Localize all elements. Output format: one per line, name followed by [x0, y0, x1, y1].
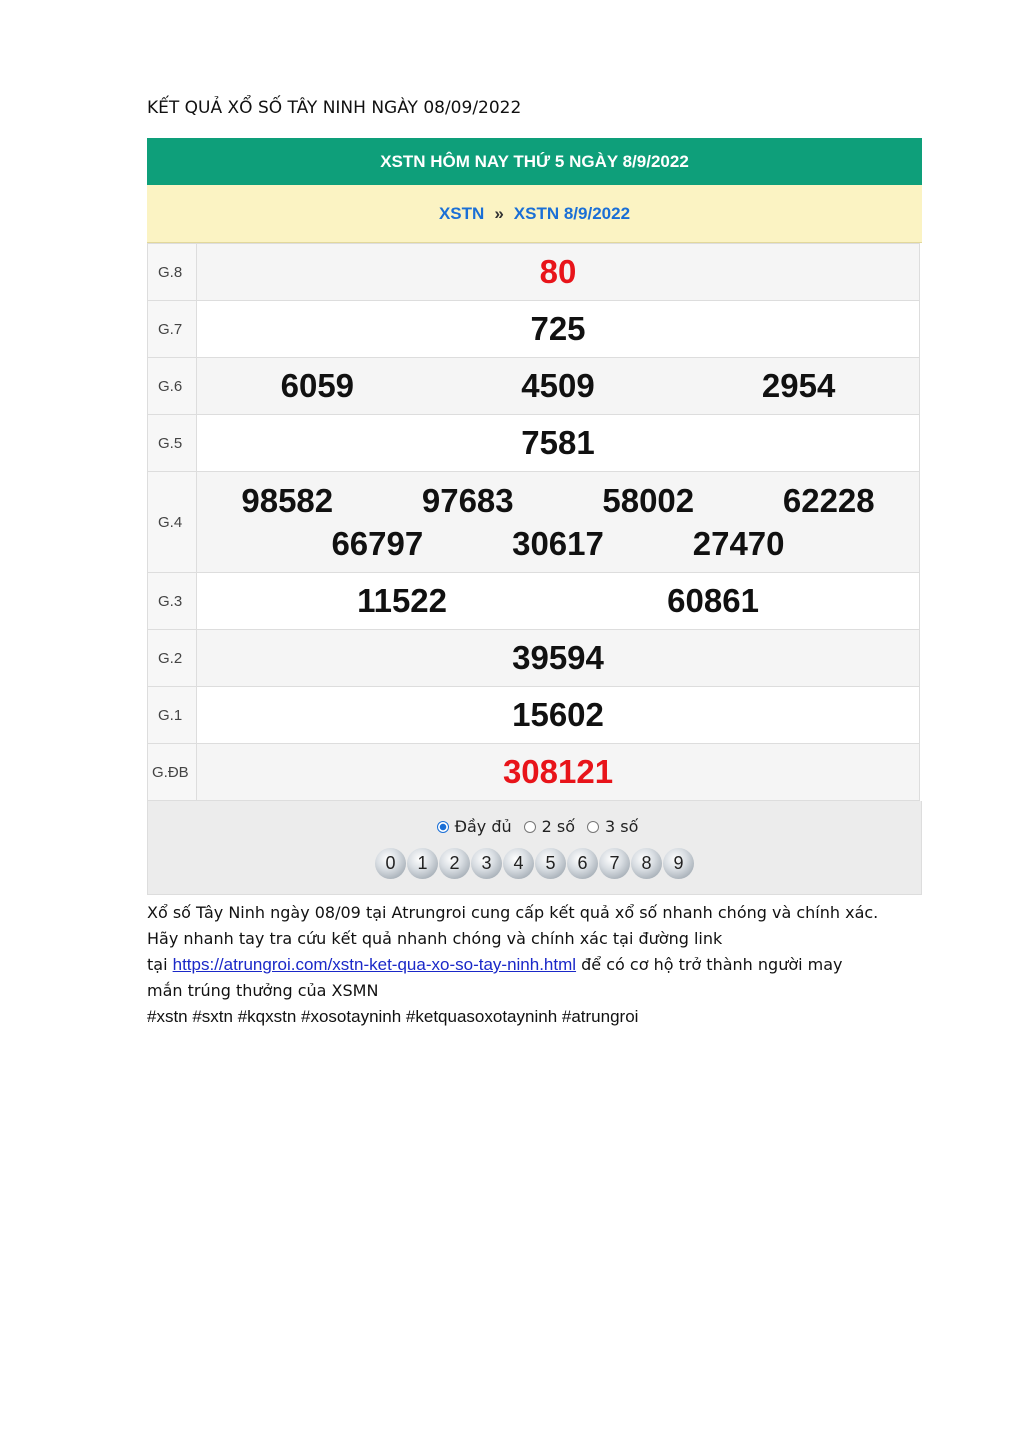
prize-table [147, 243, 920, 801]
prize-row-gdb [148, 744, 920, 801]
lottery-result-box [147, 138, 922, 895]
description-line-2: Hãy nhanh tay tra cứu kết quả nhanh chóng và chính xác tại đường link [147, 929, 723, 948]
digit-ball-4[interactable]: 4 [503, 848, 534, 879]
digit-ball-6[interactable]: 6 [567, 848, 598, 879]
prize-row-g7 [148, 301, 920, 358]
prize-label: G.4 [148, 472, 197, 573]
digit-ball-5[interactable]: 5 [535, 848, 566, 879]
radio-full[interactable] [437, 821, 449, 833]
prize-number: 66797 [331, 524, 424, 562]
digit-ball-3[interactable]: 3 [471, 848, 502, 879]
prize-number: 2954 [761, 367, 836, 404]
digit-mode-radios [431, 817, 639, 836]
result-header: XSTN HÔM NAY THỨ 5 NGÀY 8/9/2022 [147, 138, 922, 185]
digit-ball-1[interactable]: 1 [407, 848, 438, 879]
digit-ball-8[interactable]: 8 [631, 848, 662, 879]
digit-ball-7[interactable]: 7 [599, 848, 630, 879]
digit-ball-0[interactable]: 0 [375, 848, 406, 879]
prize-number: 30617 [512, 524, 604, 562]
prize-number: 4509 [521, 367, 595, 404]
radio-three-label[interactable]: 3 số [605, 817, 639, 836]
pre-link-text: tại [147, 955, 173, 974]
prize-row-g6 [148, 358, 920, 415]
prize-number: 7581 [521, 424, 595, 461]
post-link-text: để có cơ hộ trở thành người may [576, 955, 843, 974]
display-options-panel [147, 801, 922, 895]
result-page-link[interactable]: https://atrungroi.com/xstn-ket-qua-xo-so-tay-ninh.html [172, 955, 577, 974]
prize-label: G.2 [148, 630, 197, 687]
description-paragraph [147, 900, 907, 1030]
prize-label: G.6 [148, 358, 197, 415]
prize-number: 11522 [357, 582, 448, 619]
prize-label: G.7 [148, 301, 197, 358]
prize-number: 60861 [667, 582, 759, 619]
radio-three-digits[interactable] [587, 821, 599, 833]
prize-row-g8 [148, 244, 920, 301]
digit-ball-2[interactable]: 2 [439, 848, 470, 879]
prize-label: G.5 [148, 415, 197, 472]
breadcrumb-date-link[interactable]: XSTN 8/9/2022 [513, 203, 631, 223]
prize-number: 725 [530, 310, 586, 347]
document-title: KẾT QUẢ XỔ SỐ TÂY NINH NGÀY 08/09/2022 [147, 98, 522, 118]
prize-row-g2 [148, 630, 920, 687]
hashtags: #xstn #sxtn #kqxstn #xosotayninh #ketquasoxotayninh #atrungroi [147, 1007, 639, 1026]
breadcrumb-separator: » [494, 203, 504, 223]
digit-filter-balls [375, 848, 694, 879]
digit-ball-9[interactable]: 9 [663, 848, 694, 879]
prize-number: 62228 [782, 481, 875, 519]
description-line-3 [147, 952, 907, 978]
prize-number: 6059 [280, 367, 355, 404]
prize-label: G.8 [148, 244, 197, 301]
breadcrumb-xstn-link[interactable]: XSTN [438, 203, 485, 223]
prize-number: 80 [539, 253, 577, 290]
prize-number: 27470 [692, 524, 785, 562]
prize-number: 58002 [602, 481, 695, 519]
prize-number: 15602 [512, 696, 604, 733]
prize-row-g4 [148, 472, 920, 573]
prize-row-g5 [148, 415, 920, 472]
prize-row-g3 [148, 573, 920, 630]
prize-number: 39594 [512, 639, 604, 676]
breadcrumb [147, 185, 922, 243]
description-line-1: Xổ số Tây Ninh ngày 08/09 tại Atrungroi cung cấp kết quả xổ số nhanh chóng và chính xác. [147, 903, 879, 922]
prize-label: G.1 [148, 687, 197, 744]
prize-number: 98582 [241, 481, 334, 519]
prize-label: G.3 [148, 573, 197, 630]
prize-label: G.ĐB [148, 744, 197, 801]
jackpot-number: 308121 [502, 753, 614, 790]
prize-row-g1 [148, 687, 920, 744]
radio-two-label[interactable]: 2 số [541, 817, 576, 836]
description-line-4: mắn trúng thưởng của XSMN [147, 981, 379, 1000]
prize-number: 97683 [421, 481, 514, 519]
radio-full-label[interactable]: Đầy đủ [454, 817, 512, 836]
radio-two-digits[interactable] [524, 821, 536, 833]
